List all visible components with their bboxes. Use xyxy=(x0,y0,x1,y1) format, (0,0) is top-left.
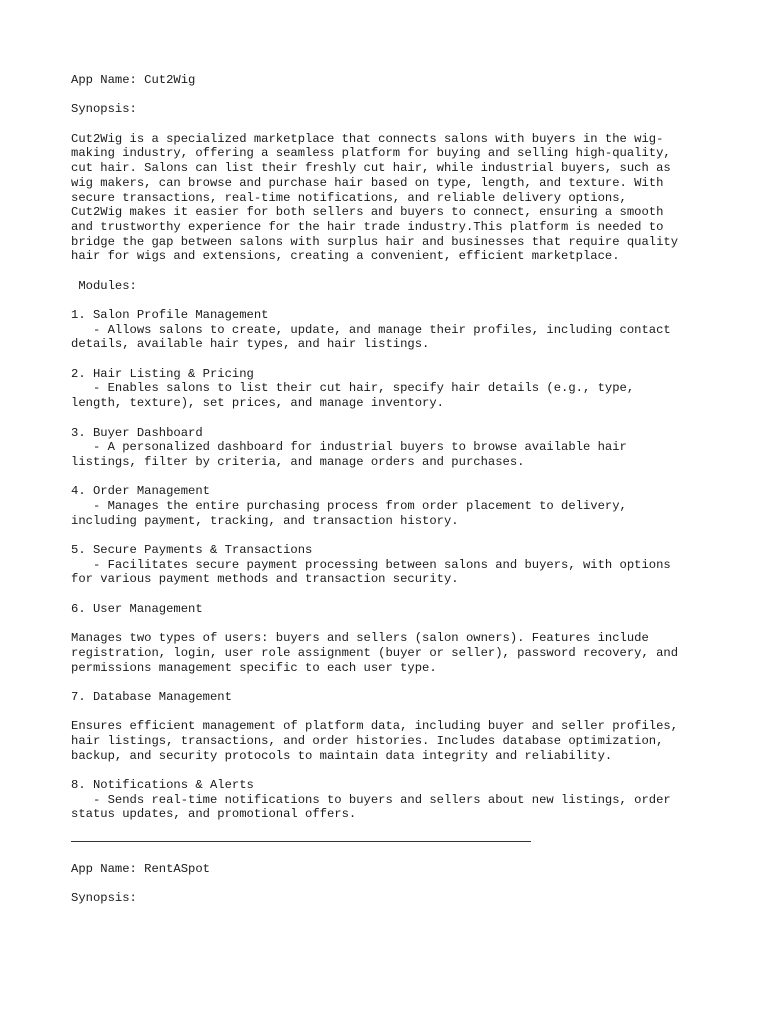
modules-label: Modules: xyxy=(71,278,137,293)
synopsis-line: cut hair. Salons can list their freshly cut hair, while industrial buyers, such as xyxy=(71,161,671,176)
synopsis-line: secure transactions, real-time notifications, and reliable delivery options, xyxy=(71,190,627,205)
module-title: 2. Hair Listing & Pricing xyxy=(71,366,254,381)
module-description: for various payment methods and transaction security. xyxy=(71,572,459,587)
module-title: 7. Database Management xyxy=(71,689,232,704)
app-name-cut2wig: App Name: Cut2Wig xyxy=(71,73,196,87)
module-description: - Enables salons to list their cut hair, specify hair details (e.g., type, xyxy=(71,381,635,396)
synopsis-line: wig makers, can browse and purchase hair based on type, length, and texture. With xyxy=(71,175,664,190)
synopsis-label: Synopsis: xyxy=(71,102,137,117)
module-description: - A personalized dashboard for industrial buyers to browse available hair xyxy=(71,440,627,455)
module-description: - Facilitates secure payment processing between salons and buyers, with options xyxy=(71,557,671,572)
module-description: - Allows salons to create, update, and manage their profiles, including contact xyxy=(71,322,671,337)
module-description: hair listings, transactions, and order histories. Includes database optimization, xyxy=(71,733,664,748)
module-description: registration, login, user role assignment (buyer or seller), password recovery, and xyxy=(71,645,679,660)
synopsis-line: bridge the gap between salons with surplus hair and businesses that require quality xyxy=(71,234,679,249)
module-order-management xyxy=(71,484,711,528)
module-hair-listing xyxy=(71,367,711,411)
module-description: permissions management specific to each user type. xyxy=(71,660,437,675)
module-description: backup, and security protocols to maintain data integrity and reliability. xyxy=(71,748,613,763)
section-divider xyxy=(71,841,531,842)
module-description: Ensures efficient management of platform data, including buyer and seller profiles, xyxy=(71,719,679,734)
module-title: 3. Buyer Dashboard xyxy=(71,425,203,440)
module-description: length, texture), set prices, and manage inventory. xyxy=(71,396,444,411)
module-description: status updates, and promotional offers. xyxy=(71,807,357,822)
synopsis-line: making industry, offering a seamless platform for buying and selling high-quality, xyxy=(71,146,671,161)
synopsis-line: Cut2Wig is a specialized marketplace that connects salons with buyers in the wig- xyxy=(71,131,664,146)
synopsis-line: hair for wigs and extensions, creating a convenient, efficient marketplace. xyxy=(71,249,620,264)
module-user-management xyxy=(71,602,711,617)
module-title: 8. Notifications & Alerts xyxy=(71,778,254,792)
module-title: 5. Secure Payments & Transactions xyxy=(71,543,313,557)
module-salon-profile xyxy=(71,308,711,352)
module-title: 4. Order Management xyxy=(71,484,210,499)
synopsis-line: Cut2Wig makes it easier for both sellers and buyers to connect, ensuring a smooth xyxy=(71,205,664,220)
app-name-rentaspot: App Name: RentASpot xyxy=(71,861,210,876)
module-database-management xyxy=(71,690,711,705)
user-management-paragraph xyxy=(71,631,711,675)
module-secure-payments xyxy=(71,543,711,587)
module-description: - Sends real-time notifications to buyers and sellers about new listings, order xyxy=(71,792,671,807)
database-management-paragraph xyxy=(71,719,711,763)
module-notifications xyxy=(71,778,711,822)
module-description: details, available hair types, and hair listings. xyxy=(71,337,430,352)
document-page xyxy=(71,73,711,906)
synopsis-line: and trustworthy experience for the hair trade industry.This platform is needed to xyxy=(71,219,664,234)
synopsis-label: Synopsis: xyxy=(71,891,137,906)
module-description: including payment, tracking, and transaction history. xyxy=(71,513,459,528)
module-description: - Manages the entire purchasing process from order placement to delivery, xyxy=(71,498,627,513)
module-title: 1. Salon Profile Management xyxy=(71,308,269,322)
module-title: 6. User Management xyxy=(71,601,203,616)
synopsis-paragraph xyxy=(71,132,711,264)
module-buyer-dashboard xyxy=(71,426,711,470)
module-description: listings, filter by criteria, and manage orders and purchases. xyxy=(71,454,525,469)
module-description: Manages two types of users: buyers and sellers (salon owners). Features include xyxy=(71,631,649,646)
